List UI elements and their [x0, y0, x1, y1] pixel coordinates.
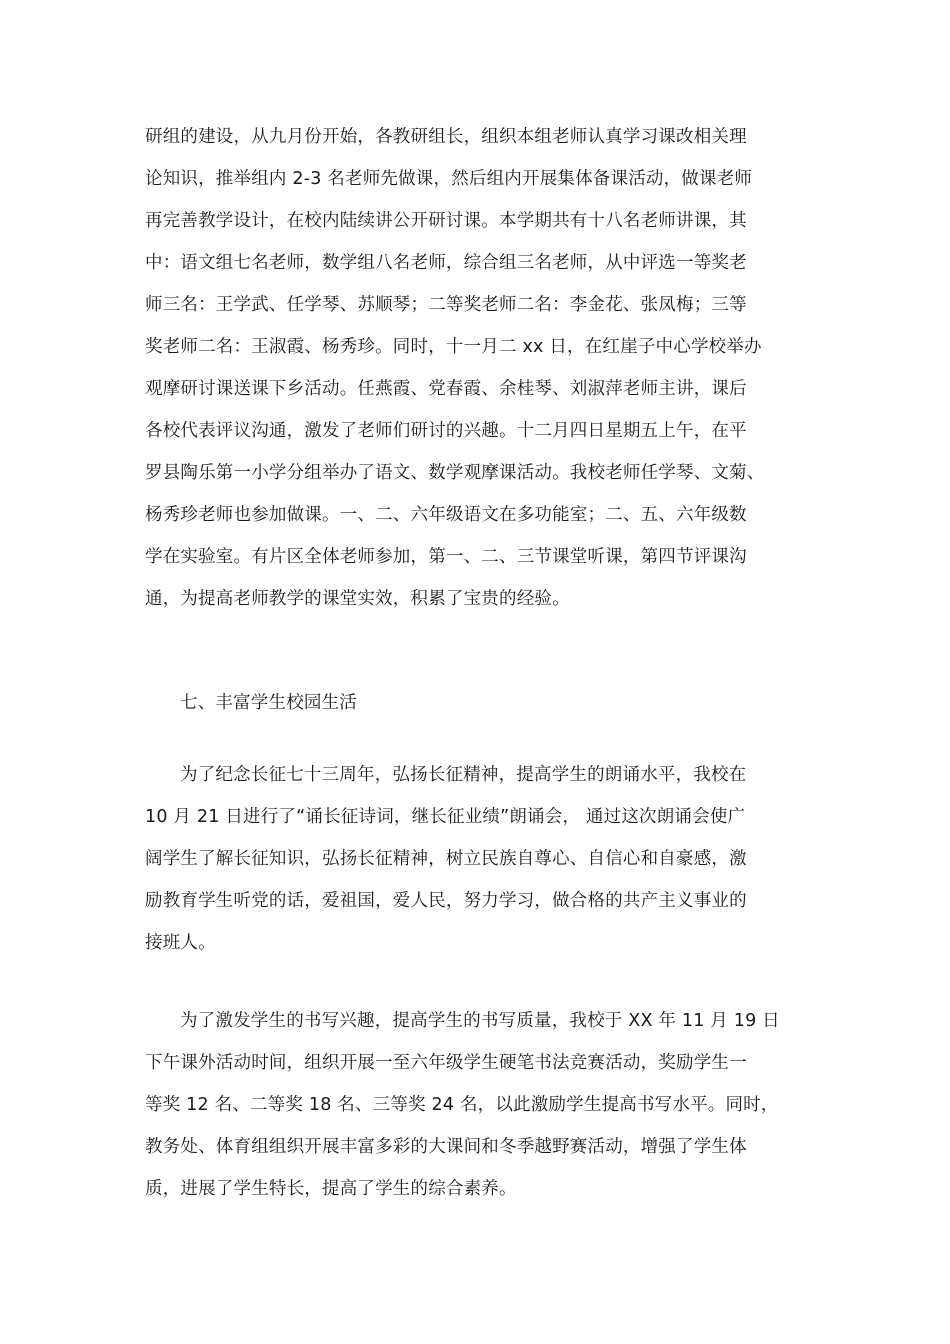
paragraph1-line: 再完善教学设计，在校内陆续讲公开研讨课。本学期共有十八名老师讲课，其 — [145, 211, 747, 231]
paragraph3-line: 为了激发学生的书写兴趣，提高学生的书写质量，我校于 XX 年 11 月 19 日 — [180, 1011, 780, 1031]
paragraph1-line: 罗县陶乐第一小学分组举办了语文、数学观摩课活动。我校老师任学琴、文菊、 — [145, 463, 765, 483]
paragraph1-line: 通，为提高老师教学的课堂实效，积累了宝贵的经验。 — [145, 589, 570, 609]
paragraph1-line: 杨秀珍老师也参加做课。一、二、六年级语文在多功能室；二、五、六年级数 — [145, 505, 747, 525]
paragraph1-line: 师三名：王学武、任学琴、苏顺琴；二等奖老师二名：李金花、张凤梅；三等 — [145, 295, 747, 315]
paragraph1-line: 各校代表评议沟通，激发了老师们研讨的兴趣。十二月四日星期五上午，在平 — [145, 421, 747, 441]
paragraph2-line: 为了纪念长征七十三周年，弘扬长征精神，提高学生的朗诵水平，我校在 — [180, 765, 747, 785]
paragraph2-line: 10 月 21 日进行了“诵长征诗词，继长征业绩”朗诵会， 通过这次朗诵会使广 — [145, 807, 746, 827]
paragraph1-line: 研组的建设，从九月份开始，各教研组长，组织本组老师认真学习课改相关理 — [145, 127, 747, 147]
paragraph1-line: 论知识，推举组内 2-3 名老师先做课，然后组内开展集体备课活动，做课老师 — [145, 169, 753, 189]
paragraph2-line: 阔学生了解长征知识，弘扬长征精神，树立民族自尊心、自信心和自豪感，激 — [145, 849, 747, 869]
paragraph2-line: 励教育学生听党的话，爱祖国，爱人民，努力学习，做合格的共产主义事业的 — [145, 891, 747, 911]
paragraph3-line: 质，进展了学生特长，提高了学生的综合素养。 — [145, 1179, 517, 1199]
paragraph1-line: 中：语文组七名老师，数学组八名老师，综合组三名老师，从中评选一等奖老 — [145, 253, 747, 273]
paragraph2-line: 接班人。 — [145, 933, 216, 953]
paragraph1-line: 学在实验室。有片区全体老师参加，第一、二、三节课堂听课，第四节评课沟 — [145, 547, 747, 567]
paragraph1-line: 观摩研讨课送课下乡活动。任燕霞、党春霞、余桂琴、刘淑萍老师主讲，课后 — [145, 379, 747, 399]
paragraph3-line: 下午课外活动时间，组织开展一至六年级学生硬笔书法竞赛活动，奖励学生一 — [145, 1053, 747, 1073]
paragraph3-line: 等奖 12 名、二等奖 18 名、三等奖 24 名，以此激励学生提高书写水平。同时， — [145, 1095, 779, 1115]
paragraph1-line: 奖老师二名：王淑霞、杨秀珍。同时，十一月二 xx 日，在红崖子中心学校举办 — [145, 337, 762, 357]
section-heading: 七、丰富学生校园生活 — [180, 693, 357, 713]
paragraph3-line: 教务处、体育组组织开展丰富多彩的大课间和冬季越野赛活动，增强了学生体 — [145, 1137, 747, 1157]
